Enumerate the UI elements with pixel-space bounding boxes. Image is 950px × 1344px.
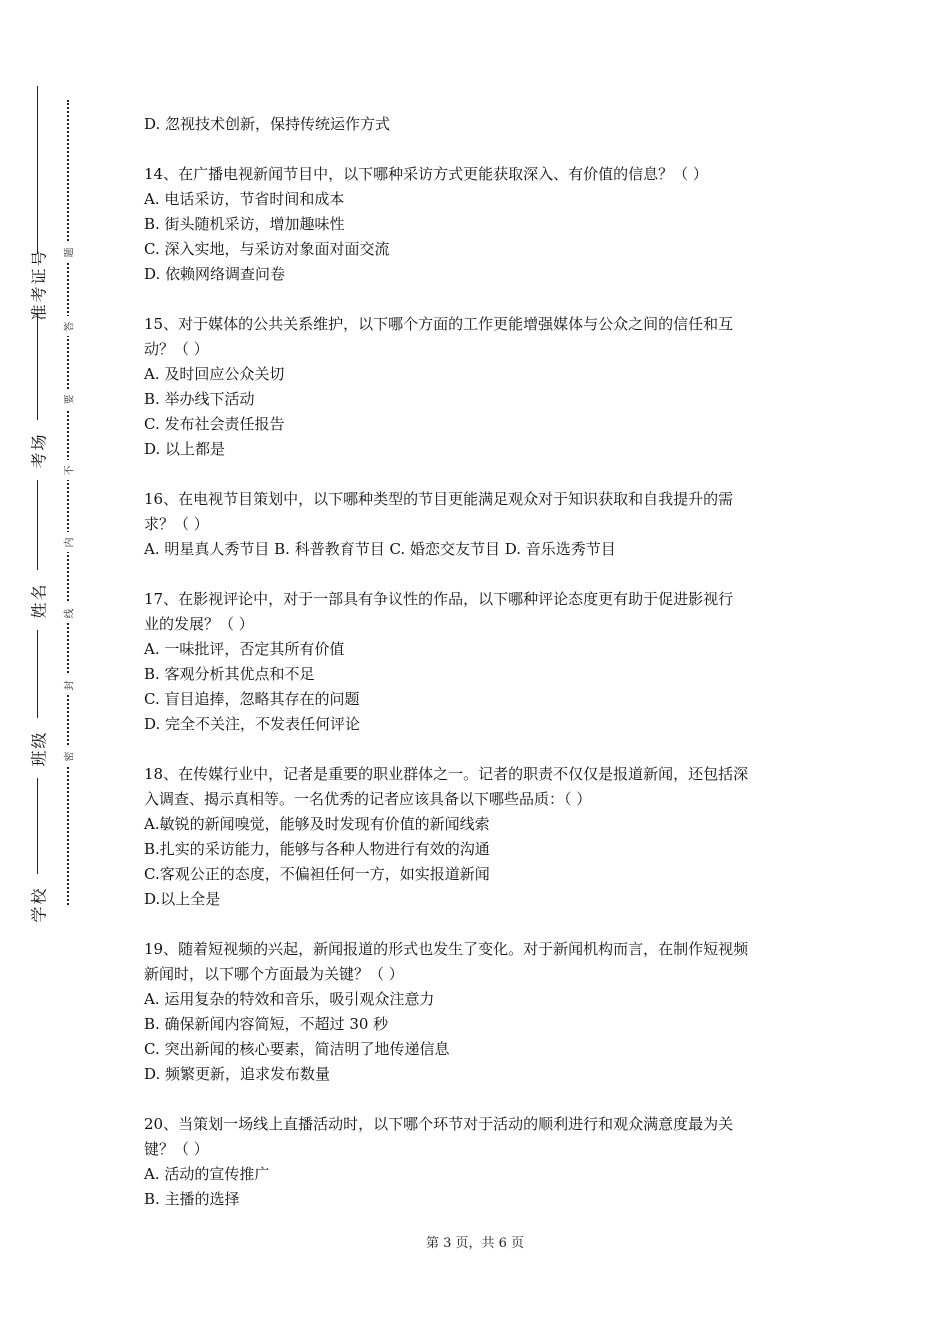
option-line: A. 运用复杂的特效和音乐，吸引观众注意力 (144, 990, 435, 1008)
seal-char: 内 (59, 532, 77, 552)
seal-char: 封 (59, 675, 77, 695)
question-stem-line: 15、对于媒体的公共关系维护，以下哪个方面的工作更能增强媒体与公众之间的信任和互 (144, 315, 734, 333)
block-spacer (144, 912, 824, 937)
question-stem-line: 动？（ ） (144, 340, 209, 358)
question-18 (144, 762, 824, 912)
field-school: 学校 (22, 874, 54, 934)
option-line: D. 依赖网络调查问卷 (144, 265, 286, 283)
question-20 (144, 1112, 824, 1212)
question-stem-line: 业的发展？（ ） (144, 615, 254, 633)
option-line: A. 电话采访，节省时间和成本 (144, 190, 345, 208)
option-line: B.扎实的采访能力，能够与各种人物进行有效的沟通 (144, 840, 490, 858)
option-line: C.客观公正的态度，不偏袒任何一方，如实报道新闻 (144, 865, 490, 883)
question-stem-line: 求？（ ） (144, 515, 209, 533)
question-stem-line: 19、随着短视频的兴起，新闻报道的形式也发生了变化。对于新闻机构而言，在制作短视频 (144, 940, 749, 958)
option-line: B. 客观分析其优点和不足 (144, 665, 315, 683)
block-spacer (144, 137, 824, 162)
option-line: C. 发布社会责任报告 (144, 415, 285, 433)
field-class: 班级 (22, 718, 54, 778)
question-17 (144, 587, 824, 737)
question-15 (144, 312, 824, 462)
question-stem-line: 18、在传媒行业中，记者是重要的职业群体之一。记者的职责不仅仅是报道新闻，还包括深 (144, 765, 749, 783)
option-line: A. 一味批评，否定其所有价值 (144, 640, 345, 658)
question-stem-line: 14、在广播电视新闻节目中，以下哪种采访方式更能获取深入、有价值的信息？（ ） (144, 165, 708, 183)
option-line: C. 盲目追捧，忽略其存在的问题 (144, 690, 360, 708)
question-14 (144, 162, 824, 287)
block-spacer (144, 287, 824, 312)
option-line: B. 确保新闻内容简短，不超过 30 秒 (144, 1015, 389, 1033)
binding-margin (0, 0, 100, 1344)
seal-char: 要 (59, 389, 77, 409)
option-line: B. 街头随机采访，增加趣味性 (144, 215, 345, 233)
seal-char: 题 (59, 242, 77, 262)
field-exam-number: 准考证号 (22, 254, 54, 314)
block-spacer (144, 562, 824, 587)
question-16 (144, 487, 824, 562)
option-line: A. 及时回应公众关切 (144, 365, 285, 383)
question-stem-line: 16、在电视节目策划中，以下哪种类型的节目更能满足观众对于知识获取和自我提升的需 (144, 490, 734, 508)
option-line: C. 突出新闻的核心要素，简洁明了地传递信息 (144, 1040, 450, 1058)
block-spacer (144, 1087, 824, 1112)
option-line: C. 深入实地，与采访对象面对面交流 (144, 240, 390, 258)
question-stem-line: 新闻时，以下哪个方面最为关键？（ ） (144, 965, 404, 983)
question-content (144, 112, 824, 1212)
question-stem-line: 20、当策划一场线上直播活动时，以下哪个环节对于活动的顺利进行和观众满意度最为关 (144, 1115, 734, 1133)
option-line: D.以上全是 (144, 890, 221, 908)
option-line: D. 以上都是 (144, 440, 226, 458)
question-stem-line: 入调查、揭示真相等。一名优秀的记者应该具备以下哪些品质：（ ） (144, 790, 592, 808)
block-spacer (144, 737, 824, 762)
option-line: A. 明星真人秀节目 B. 科普教育节目 C. 婚恋交友节目 D. 音乐选秀节目 (144, 540, 616, 558)
option-line: B. 举办线下活动 (144, 390, 255, 408)
option-line: A.敏锐的新闻嗅觉，能够及时发现有价值的新闻线索 (144, 815, 490, 833)
binding-solid-line (37, 86, 38, 921)
seal-char: 答 (59, 316, 77, 336)
question-stem-line: 键？（ ） (144, 1140, 209, 1158)
option-line: D. 完全不关注，不发表任何评论 (144, 715, 361, 733)
option-line: D. 频繁更新，追求发布数量 (144, 1065, 331, 1083)
option-line: D. 忽视技术创新，保持传统运作方式 (144, 115, 391, 133)
block-spacer (144, 462, 824, 487)
question-13-tail (144, 112, 824, 137)
seal-char: 不 (59, 460, 77, 480)
page-footer: 第 3 页，共 6 页 (425, 1236, 525, 1251)
field-name: 姓名 (22, 570, 54, 630)
question-stem-line: 17、在影视评论中，对于一部具有争议性的作品，以下哪种评论态度更有助于促进影视行 (144, 590, 734, 608)
option-line: B. 主播的选择 (144, 1190, 240, 1208)
option-line: A. 活动的宣传推广 (144, 1165, 270, 1183)
seal-dotted-line (67, 100, 69, 905)
field-exam-room: 考场 (22, 420, 54, 480)
seal-char: 密 (59, 746, 77, 766)
seal-char: 线 (59, 603, 77, 623)
question-19 (144, 937, 824, 1087)
